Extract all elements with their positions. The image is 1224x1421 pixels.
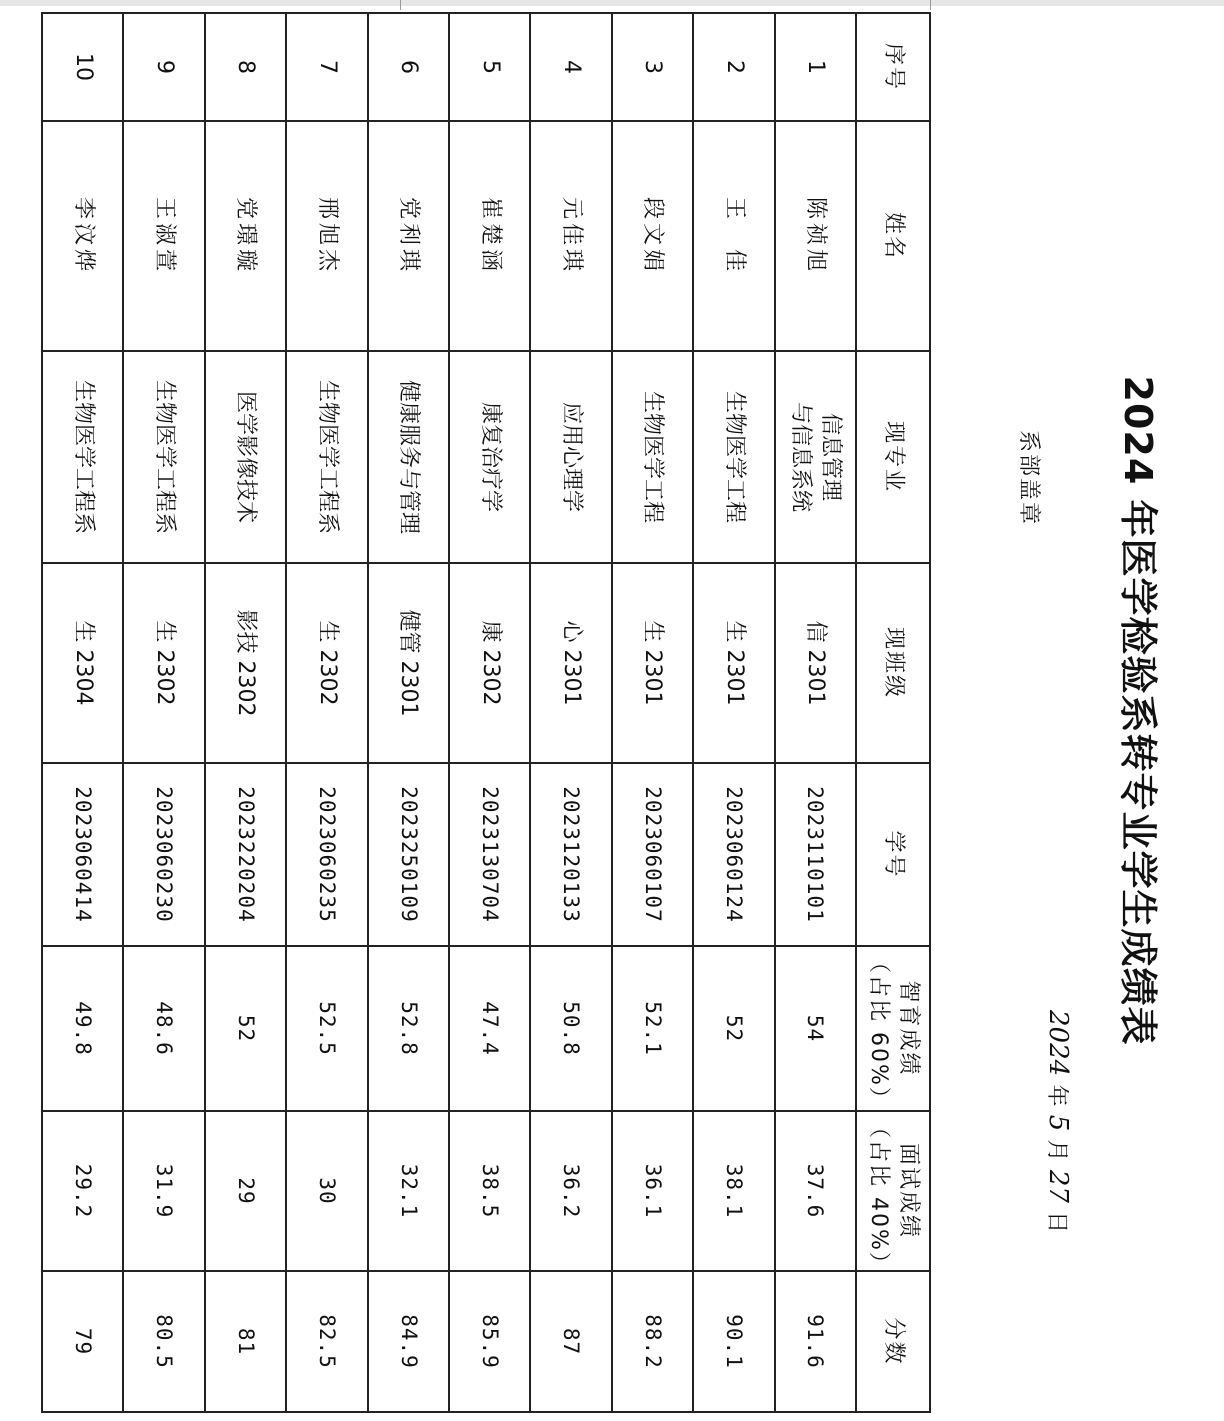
cell-major-line1: 生物医学工程	[640, 390, 666, 523]
cell-interview: 36.2	[530, 1111, 611, 1271]
cell-interview: 30	[286, 1111, 367, 1271]
cell-name: 王 佳	[693, 121, 774, 351]
cell-name: 陈祯旭	[775, 121, 856, 351]
date-day-mark: 日	[1044, 1211, 1069, 1234]
handwritten-date	[1043, 1010, 1074, 1233]
cell-name: 段文娟	[612, 121, 693, 351]
header-total: 分数	[856, 1271, 930, 1412]
cell-interview: 38.1	[693, 1111, 774, 1271]
cell-total: 81	[205, 1271, 286, 1412]
cell-index: 5	[449, 13, 530, 121]
cell-academic: 52	[205, 946, 286, 1111]
header-name: 姓名	[856, 121, 930, 351]
table-row	[205, 13, 286, 1412]
cell-student-id: 2023130704	[449, 763, 530, 946]
cell-student-id: 2023220204	[205, 763, 286, 946]
header-index: 序号	[856, 13, 930, 121]
document-title: 2024 年医学检验系转专业学生成绩表	[1116, 375, 1160, 1046]
cell-class: 生 2301	[693, 563, 774, 763]
cell-total: 82.5	[286, 1271, 367, 1412]
cell-index: 6	[368, 13, 449, 121]
cell-academic: 52	[693, 946, 774, 1111]
header-interview-line2: （占比 40%）	[866, 1116, 891, 1276]
cell-interview: 36.1	[612, 1111, 693, 1271]
header-class: 现班级	[856, 563, 930, 763]
cell-name: 王淑萱	[123, 121, 204, 351]
cell-index: 3	[612, 13, 693, 121]
cell-major	[368, 351, 449, 563]
header-academic-line2: （占比 60%）	[866, 951, 891, 1111]
cell-index: 9	[123, 13, 204, 121]
cell-major	[612, 351, 693, 563]
header-academic	[856, 946, 930, 1111]
cell-major-line1: 医学影像技术	[233, 390, 259, 523]
cell-interview: 29	[205, 1111, 286, 1271]
cell-total: 87	[530, 1271, 611, 1412]
cell-class: 信 2301	[775, 563, 856, 763]
cell-total: 91.6	[775, 1271, 856, 1412]
cell-index: 1	[775, 13, 856, 121]
cell-student-id: 2023120133	[530, 763, 611, 946]
cell-total: 80.5	[123, 1271, 204, 1412]
cell-student-id: 2023250109	[368, 763, 449, 946]
cell-index: 7	[286, 13, 367, 121]
cell-total: 84.9	[368, 1271, 449, 1412]
cell-major-line1: 健康服务与管理	[396, 379, 422, 534]
cell-major	[123, 351, 204, 563]
table-row	[123, 13, 204, 1412]
cell-major	[42, 351, 123, 563]
table-row	[775, 13, 856, 1412]
header-academic-line1: 智育成绩	[895, 980, 921, 1077]
cell-academic: 50.8	[530, 946, 611, 1111]
cell-class: 生 2301	[612, 563, 693, 763]
cell-major-line1: 信息管理	[818, 412, 843, 501]
cell-index: 8	[205, 13, 286, 121]
cell-academic: 54	[775, 946, 856, 1111]
cell-student-id: 2023060230	[123, 763, 204, 946]
cell-academic: 49.8	[42, 946, 123, 1111]
cell-class: 影技 2302	[205, 563, 286, 763]
header-student-id: 学号	[856, 763, 930, 946]
cell-interview: 29.2	[42, 1111, 123, 1271]
cell-major	[693, 351, 774, 563]
cell-major-line1: 生物医学工程系	[70, 379, 96, 534]
cell-academic: 47.4	[449, 946, 530, 1111]
cell-academic: 52.8	[368, 946, 449, 1111]
cell-student-id: 2023110101	[775, 763, 856, 946]
cell-major-line1: 康复治疗学	[477, 401, 503, 512]
cell-major	[530, 351, 611, 563]
cell-academic: 52.1	[612, 946, 693, 1111]
cell-class: 康 2302	[449, 563, 530, 763]
table-row	[693, 13, 774, 1412]
table-row	[286, 13, 367, 1412]
cell-major	[205, 351, 286, 563]
cell-major-line2: 与信息系统	[788, 401, 814, 512]
cell-name: 李汶烨	[42, 121, 123, 351]
date-month: 5	[1043, 1114, 1073, 1132]
cell-index: 10	[42, 13, 123, 121]
cell-class: 生 2302	[123, 563, 204, 763]
date-year: 2024	[1043, 1010, 1073, 1077]
date-day: 27	[1043, 1169, 1073, 1203]
cell-index: 2	[693, 13, 774, 121]
cell-major-line1: 生物医学工程	[721, 390, 747, 523]
header-interview	[856, 1111, 930, 1276]
cell-interview: 38.5	[449, 1111, 530, 1271]
cell-class: 健管 2301	[368, 563, 449, 763]
date-year-mark: 年	[1044, 1084, 1069, 1107]
cell-student-id: 2023060414	[42, 763, 123, 946]
cell-major	[286, 351, 367, 563]
department-stamp-label: 系部盖章	[1016, 430, 1041, 527]
cell-name: 党璟璇	[205, 121, 286, 351]
cell-major-line1: 生物医学工程系	[152, 379, 178, 534]
cell-interview: 37.6	[775, 1111, 856, 1271]
table-row	[42, 13, 123, 1412]
cell-academic: 52.5	[286, 946, 367, 1111]
table-row	[530, 13, 611, 1412]
header-interview-line1: 面试成绩	[895, 1142, 921, 1239]
score-table	[41, 12, 931, 1413]
cell-index: 4	[530, 13, 611, 121]
cell-total: 90.1	[693, 1271, 774, 1412]
cell-student-id: 2023060107	[612, 763, 693, 946]
cell-name: 崔楚涵	[449, 121, 530, 351]
cell-name: 邢旭杰	[286, 121, 367, 351]
cell-major	[775, 351, 856, 563]
cell-total: 85.9	[449, 1271, 530, 1412]
cell-student-id: 2023060235	[286, 763, 367, 946]
date-month-mark: 月	[1044, 1139, 1069, 1162]
cell-class: 生 2302	[286, 563, 367, 763]
cell-major-line1: 生物医学工程系	[314, 379, 340, 534]
cell-total: 88.2	[612, 1271, 693, 1412]
cell-name: 党利琪	[368, 121, 449, 351]
cell-major	[449, 351, 530, 563]
header-major: 现专业	[856, 351, 930, 563]
cell-total: 79	[42, 1271, 123, 1412]
table-row	[449, 13, 530, 1412]
table-row	[368, 13, 449, 1412]
table-header-row	[856, 13, 930, 1412]
cell-academic: 48.6	[123, 946, 204, 1111]
cell-class: 心 2301	[530, 563, 611, 763]
cell-student-id: 2023060124	[693, 763, 774, 946]
cell-class: 生 2304	[42, 563, 123, 763]
cell-major-line1: 应用心理学	[558, 401, 584, 512]
cell-name: 元佳琪	[530, 121, 611, 351]
cell-interview: 31.9	[123, 1111, 204, 1271]
cell-interview: 32.1	[368, 1111, 449, 1271]
table-row	[612, 13, 693, 1412]
